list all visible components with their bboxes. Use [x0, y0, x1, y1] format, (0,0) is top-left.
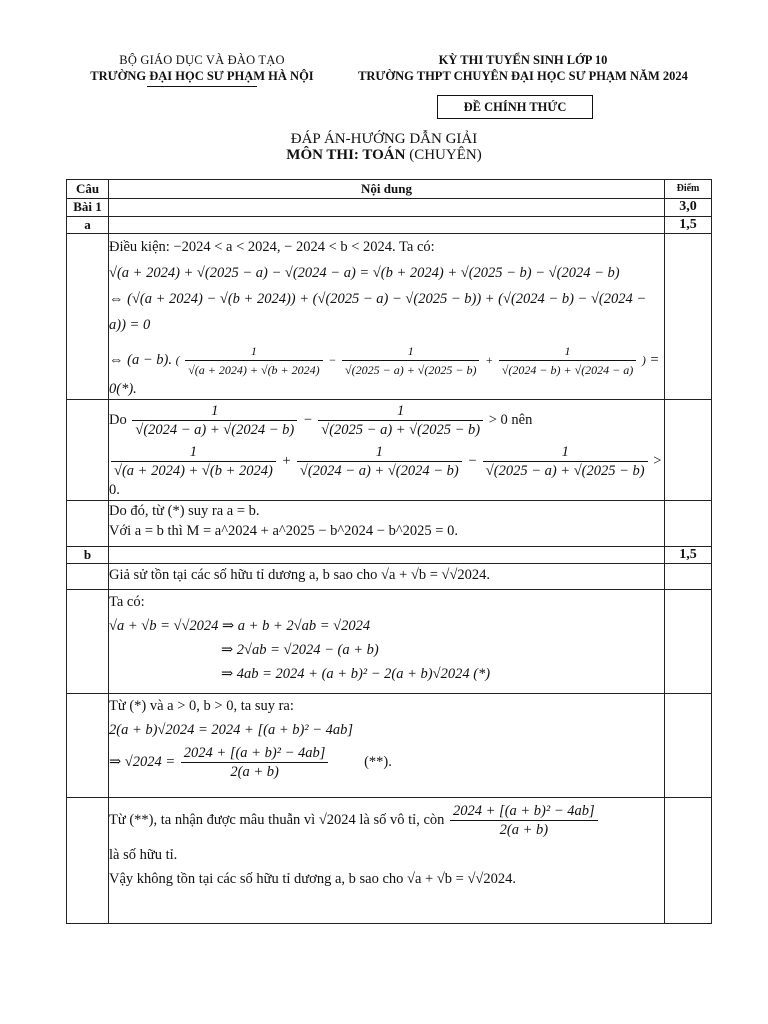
fraction: $\frac{1}{√(2024 - a) + √(2024 - b)}$ [297, 443, 462, 480]
table-row [67, 590, 712, 694]
subject-type: (CHUYÊN) [405, 147, 482, 163]
do-label: Do [109, 411, 127, 428]
contradiction-text: Từ (**), ta nhận được mâu thuẫn vì √2024 là số vô tỉ, còn [109, 811, 445, 828]
fraction: $\frac{1}{√(a + 2024) + √(b + 2024)}$ [111, 443, 276, 480]
part-b-assumption: Giả sử tồn tại các số hữu tỉ dương a, b sao cho √a + √b = √√2024. [109, 564, 665, 590]
table-row-part-b [67, 547, 712, 564]
part-a-step2: Do $\frac{1}{√(2024 - a) + √(2024 - b)}$ − $\frac{1}{√(2025 - a) + √(2025 - b)}$ > 0 nên $\frac{1}{√(a + 2024) + √(b + 2024)}$ + $\frac{1}{√(2024 - a) + √(2024 - b)}$ − $\frac{1}{√(2025 - a) + √(2025 - b)}$ > 0. [109, 400, 665, 501]
exam-header [328, 52, 718, 84]
part-a-label: a [67, 217, 109, 234]
subject-label: MÔN THI: TOÁN [286, 147, 406, 163]
bai1-score: 3,0 [665, 199, 712, 217]
exam-name: KỲ THI TUYỂN SINH LỚP 10 [438, 53, 608, 67]
part-b-label: b [67, 547, 109, 564]
conclusion-line: Với a = b thì M = a^2024 + a^2025 − b^2024 − b^2025 = 0. [109, 523, 458, 539]
part-a-step1 [109, 234, 665, 400]
equation-line: ⇒ 4ab = 2024 + (a + b)² − 2(a + b)√2024 (*) [221, 666, 491, 682]
table-row [67, 564, 712, 590]
eq-suffix: = 0(*). [109, 351, 660, 397]
fraction: $\frac{1}{√(2024 - b) + √(2024 - a)}$ [499, 342, 636, 379]
ministry-name: BỘ GIÁO DỤC VÀ ĐÀO TẠO [119, 53, 285, 67]
part-b-score: 1,5 [665, 547, 712, 564]
eq-prefix: ⇔ (a − b). [109, 351, 172, 368]
col-header-diem: Điểm [665, 180, 712, 199]
bai1-label: Bài 1 [67, 199, 109, 217]
from-line: Từ (*) và a > 0, b > 0, ta suy ra: [109, 698, 294, 714]
equation-line: ⇔ (a − b). ( $\frac{1}{√(a + 2024) + √(b + 2024)}$ − $\frac{1}{√(2025 - a) + √(2025 - b)}$ + $\frac{1}{√(2024 - b) + √(2024 - a)}$ ) = 0(*). [109, 344, 660, 397]
condition-line: Điều kiện: −2024 < a < 2024, − 2024 < b < 2024. Ta có: [109, 239, 435, 255]
conclusion-line: Do đó, từ (*) suy ra a = b. [109, 503, 260, 519]
table-row [67, 694, 712, 798]
table-row [67, 501, 712, 547]
nen-label: > 0 nên [488, 411, 533, 428]
table-row [67, 798, 712, 924]
taco-label: Ta có: [109, 594, 145, 610]
fraction: $\frac{1}{√(2025 - a) + √(2025 - b)}$ [483, 443, 648, 480]
fraction: $\frac{1}{√(2024 - a) + √(2024 - b)}$ [132, 402, 297, 439]
eq-tag: (**). [364, 753, 392, 770]
part-a-score: 1,5 [665, 217, 712, 234]
fraction [181, 744, 329, 781]
equation-line: √a + √b = √√2024 ⇒ a + b + 2√ab = √2024 [109, 618, 371, 634]
col-header-noidung: Nội dung [109, 180, 665, 199]
table-row [67, 234, 712, 400]
table-row-part-a [67, 217, 712, 234]
school-exam-year: TRƯỜNG THPT CHUYÊN ĐẠI HỌC SƯ PHẠM NĂM 2024 [358, 69, 688, 83]
fraction [450, 802, 598, 839]
equation-line [109, 744, 664, 781]
fraction-denominator: 2(a + b) [499, 822, 549, 838]
university-name: TRƯỜNG ĐẠI HỌC SƯ PHẠM HÀ NỘI [90, 69, 314, 83]
equation-line: ⇔ (√(a + 2024) − √(b + 2024)) + (√(2025 − a) − √(2025 − b)) + (√(2024 − b) − √(2024 − a)) = 0 [109, 291, 647, 333]
eq-left: ⇒ √2024 = [109, 753, 176, 770]
equation-line: √(a + 2024) + √(2025 − a) − √(2024 − a) = √(b + 2024) + √(2025 − b) − √(2024 − b) [109, 265, 620, 281]
part-b-step1 [109, 590, 665, 694]
part-b-step3 [109, 798, 665, 924]
final-conclusion: Vậy không tồn tại các số hữu tỉ dương a, b sao cho √a + √b = √√2024. [109, 871, 517, 887]
doc-title: ĐÁP ÁN-HƯỚNG DẪN GIẢI [290, 131, 478, 147]
header-underline [147, 86, 257, 87]
table-row-bai1 [67, 199, 712, 217]
ministry-header [52, 52, 352, 87]
equation-line: 2(a + b)√2024 = 2024 + [(a + b)² − 4ab] [109, 722, 354, 738]
fraction-denominator: 2(a + b) [230, 764, 279, 780]
fraction: $\frac{1}{√(2025 - a) + √(2025 - b)}$ [318, 402, 483, 439]
col-header-cau: Câu [67, 180, 109, 199]
rational-note: là số hữu tỉ. [109, 847, 178, 863]
answer-table [66, 179, 712, 924]
part-b-step2 [109, 694, 665, 798]
gt0-label: > 0. [109, 452, 662, 498]
fraction-numerator: 2024 + [(a + b)² − 4ab] [181, 744, 329, 763]
table-header-row [67, 180, 712, 199]
fraction: $\frac{1}{√(a + 2024) + √(b + 2024)}$ [185, 342, 322, 379]
fraction-numerator: 2024 + [(a + b)² − 4ab] [450, 802, 598, 821]
part-a-step3 [109, 501, 665, 547]
table-row [67, 400, 712, 501]
official-exam-box: ĐỀ CHÍNH THỨC [437, 95, 593, 119]
fraction: $\frac{1}{√(2025 - a) + √(2025 - b)}$ [342, 342, 479, 379]
subject-title [0, 147, 768, 164]
equation-line: ⇒ 2√ab = √2024 − (a + b) [221, 642, 379, 658]
